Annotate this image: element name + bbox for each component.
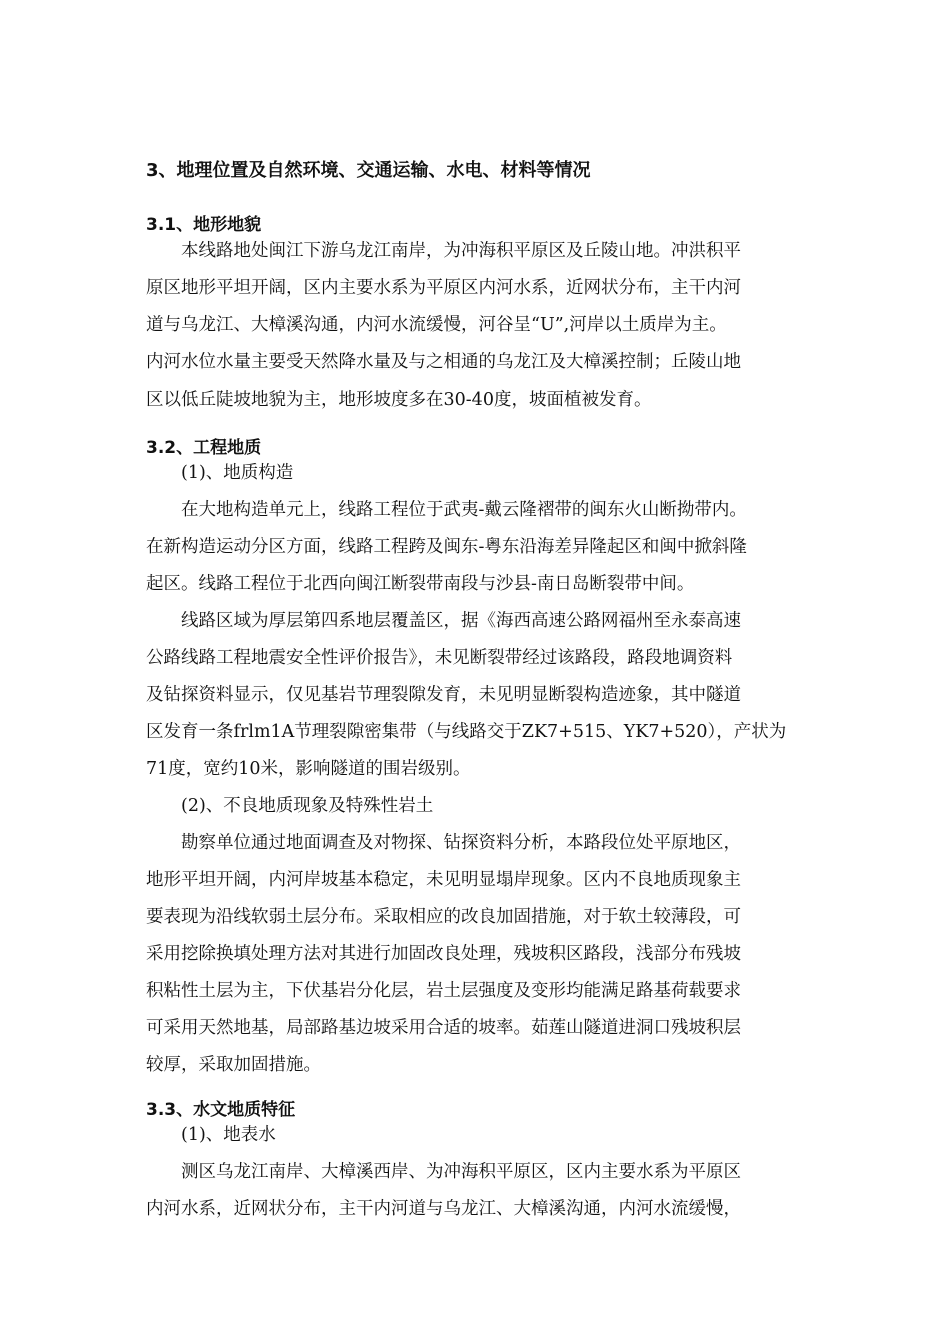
text-line: 积粘性土层为主，下伏基岩分化层，岩土层强度及变形均能满足路基荷载要求 (146, 981, 741, 1001)
text-line: 可采用天然地基，局部路基边坡采用合适的坡率。茹莲山隧道进洞口残坡积层 (146, 1018, 741, 1038)
text-line: 在大地构造单元上，线路工程位于武夷-戴云隆褶带的闽东火山断拗带内。 (181, 500, 747, 520)
subheading: (1)、地质构造 (181, 463, 294, 483)
text-line: 起区。线路工程位于北西向闽江断裂带南段与沙县-南日岛断裂带中间。 (146, 574, 695, 594)
text-line: 线路区域为厚层第四系地层覆盖区，据《海西高速公路网福州至永泰高速 (181, 611, 741, 631)
text-line: 区以低丘陡坡地貌为主，地形坡度多在30-40度，坡面植被发育。 (146, 390, 652, 410)
text-line: 测区乌龙江南岸、大樟溪西岸、为冲海积平原区，区内主要水系为平原区 (181, 1162, 741, 1182)
heading-3-1: 3.1、地形地貌 (146, 215, 262, 235)
text-line: 采用挖除换填处理方法对其进行加固改良处理，残坡积区路段，浅部分布残坡 (146, 944, 741, 964)
text-line: 及钻探资料显示，仅见基岩节理裂隙发育，未见明显断裂构造迹象，其中隧道 (146, 685, 741, 705)
text-line: 71度，宽约10米，影响隧道的围岩级别。 (146, 759, 471, 779)
heading-3-3: 3.3、水文地质特征 (146, 1100, 296, 1120)
heading-3-2: 3.2、工程地质 (146, 438, 262, 458)
text-line: 公路线路工程地震安全性评价报告》，未见断裂带经过该路段，路段地调资料 (146, 648, 733, 668)
text-line: 在新构造运动分区方面，线路工程跨及闽东-粤东沿海差异隆起区和闽中掀斜隆 (146, 537, 747, 557)
subheading: (2)、不良地质现象及特殊性岩土 (181, 796, 434, 816)
text-line: 内河水系，近网状分布，主干内河道与乌龙江、大樟溪沟通，内河水流缓慢， (146, 1199, 741, 1219)
text-line: 要表现为沿线软弱土层分布。采取相应的改良加固措施，对于软土较薄段，可 (146, 907, 741, 927)
text-line: 原区地形平坦开阔，区内主要水系为平原区内河水系，近网状分布，主干内河 (146, 278, 741, 298)
text-line: 区发育一条frlm1A节理裂隙密集带（与线路交于ZK7+515、YK7+520），产状为 (146, 722, 787, 742)
text-line: 较厚，采取加固措施。 (146, 1055, 321, 1075)
subheading: (1)、地表水 (181, 1125, 276, 1145)
text-line: 地形平坦开阔，内河岸坡基本稳定，未见明显塌岸现象。区内不良地质现象主 (146, 870, 741, 890)
text-line: 本线路地处闽江下游乌龙江南岸，为冲海积平原区及丘陵山地。冲洪积平 (181, 241, 741, 261)
text-line: 道与乌龙江、大樟溪沟通，内河水流缓慢，河谷呈“U”,河岸以土质岸为主。 (146, 315, 727, 335)
text-line: 内河水位水量主要受天然降水量及与之相通的乌龙江及大樟溪控制；丘陵山地 (146, 352, 741, 372)
section-title: 3、地理位置及自然环境、交通运输、水电、材料等情况 (146, 160, 591, 181)
text-line: 勘察单位通过地面调查及对物探、钻探资料分析，本路段位处平原地区， (181, 833, 741, 853)
